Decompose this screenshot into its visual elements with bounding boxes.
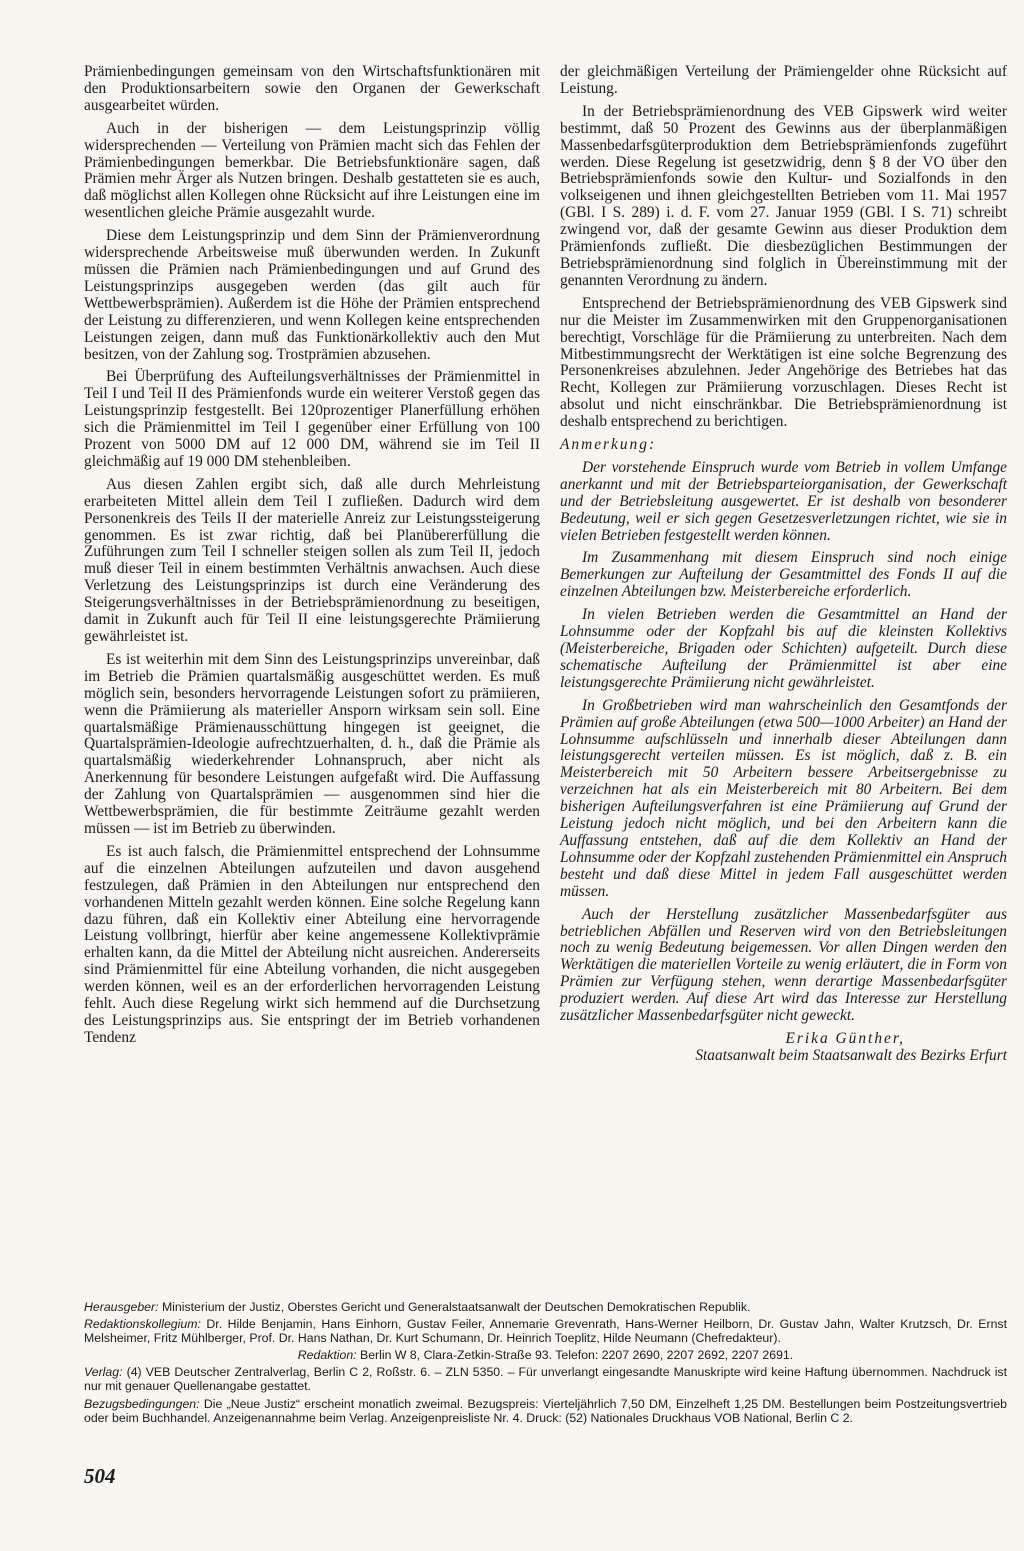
note-paragraph: Auch der Herstellung zusätzlicher Massenbedarfsgüter aus betrieblichen Abfällen und Reserven wird von den Betriebsleitungen noch zu wenig Bedeutung beigemessen. Vor allen Dingen werden den Werktätigen die materiellen Vorteile zu wenig erläutert, die in Form von Prämien zur Verfügung stehen, wenn derartige Massenbedarfsgüter produziert werden. Auf diese Art wird das Interesse zur Herstellung zusätzlicher Massenbedarfsgüter nicht geweckt. — [560, 905, 1007, 1025]
paragraph: der gleichmäßigen Verteilung der Prämiengelder ohne Rücksicht auf Leistung. — [560, 63, 1007, 97]
note-paragraph: In Großbetrieben wird man wahrscheinlich den Gesamtfonds der Prämien auf große Abteilungen (etwa 500—1000 Arbeiter) an Hand der Lohnsumme aufschlüsseln und innerhalb dieser Abteilungen dann leistungsgerecht verteilen müssen. Es ist möglich, daß z. B. ein Meisterbereich mit 50 Arbeitern bessere Arbeitsergebnisse zu verzeichnen hat als ein Meisterbereich mit 80 Arbeitern. Bei dem bisherigen Aufteilungsverfahren ist eine Prämiierung auf Grund der Leistung jedoch nicht möglich, und bei den Arbeitern kann die Auffassung entstehen, daß auf die dem Kollektiv an Hand der Lohnsumme oder der Kopfzahl zustehenden Prämienmittel ein Anspruch besteht und daß diese Mittel in jedem Fall ausgeschüttet werden müssen. — [560, 696, 1007, 900]
imprint-publishing — [84, 1365, 1007, 1393]
note-paragraph: Der vorstehende Einspruch wurde vom Betrieb in vollem Umfange anerkannt und mit der Betriebsparteiorganisation, der Gewerkschaft und der Betriebsleitung ausgewertet. Er ist deshalb von besonderer Bedeutung, weil er sich gegen Gesetzesverletzungen richtet, wie sie in vielen Betrieben festgestellt werden können. — [560, 458, 1007, 544]
imprint-editorial — [84, 1348, 1007, 1362]
paragraph: Aus diesen Zahlen ergibt sich, daß alle durch Mehrleistung erarbeiteten Mittel allein dem Teil I zufließen. Dadurch wird dem Personenkreis des Teils II der materielle Anreiz zur Leistungssteigerung genommen. Es ist zwar richtig, daß bei Planübererfüllung die Zuführungen zum Teil I schneller steigen sollen als zum Teil II, jedoch muß dieser Teil in einem bestimmten Verhältnis anwachsen. Auch diese Verletzung des Leistungsprinzips ist durch eine Veränderung des Steigerungsverhältnisses in der Betriebsprämienordnung zu beseitigen, damit in Zukunft auch für Teil II eine leistungsgerechte Prämiierung gewährleistet ist. — [84, 475, 540, 645]
paragraph: Es ist auch falsch, die Prämienmittel entsprechend der Lohnsumme auf die einzelnen Abteilungen aufzuteilen und davon ausgehend festzulegen, daß Prämien in den Abteilungen nur entsprechend den vorhandenen Mitteln gezahlt werden können. Eine solche Regelung kann dazu führen, daß ein Kollektiv einer Abteilung eine hervorragende Leistung vollbringt, hierfür aber keine angemessene Kollektivprämie erhalten kann, da die Mittel der Abteilung nicht ausreichen. Andererseits sind Prämienmittel für eine Abteilung vorhanden, die nicht ausgegeben werden können, weil es an der erforderlichen hervorragenden Leistung fehlt. Auch diese Regelung wirkt sich hemmend auf die Durchsetzung des Leistungsprinzips aus. Sie entspringt der im Betrieb vorhandenen Tendenz — [84, 842, 540, 1046]
imprint-publisher — [84, 1300, 1007, 1314]
note-heading: Anmerkung: — [560, 436, 657, 454]
signature-name: Erika Günther, — [785, 1029, 905, 1047]
paragraph: Prämienbedingungen gemeinsam von den Wirtschaftsfunktionären mit den Produktionsarbeitern sowie den Organen der Gewerkschaft ausgearbeitet würden. — [84, 63, 540, 114]
paragraph: Bei Überprüfung des Aufteilungsverhältnisses der Prämienmittel in Teil I und Teil II des Prämienfonds wurde ein weiterer Verstoß gegen das Leistungsprinzip festgestellt. Bei 120prozentiger Planerfüllung erhöhen sich die Prämienmittel im Teil I gegenüber einer Erfüllung von 100 Prozent von 5000 DM auf 12 000 DM, während sie im Teil II gleichmäßig auf 19 000 DM stehenbleiben. — [84, 368, 540, 470]
note-paragraph: Im Zusammenhang mit diesem Einspruch sind noch einige Bemerkungen zur Aufteilung der Gesamtmittel des Fonds II auf die einzelnen Abteilungen bzw. Meisterbereiche erforderlich. — [560, 549, 1007, 601]
paragraph: Es ist weiterhin mit dem Sinn des Leistungsprinzips unvereinbar, daß im Betrieb die Prämien quartalsmäßig ausgeschüttet werden. Es muß möglich sein, besonders hervorragende Leistungen sofort zu prämiieren, wenn die Prämiierung als materieller Ansporn wirksam sein soll. Eine quartalsmäßige Prämienausschüttung hingegen ist geeignet, die Quartalsprämien-Ideologie aufrechtzuerhalten, d. h., daß die Prämie als quartalsmäßig wiederkehrender Lohnanspruch, aber nicht als Anerkennung für besondere Leistungen aufgefaßt wird. Die Auffassung der Zahlung von Quartalsprämien — ausgenommen sind hier die Wettbewerbsprämien, die für bestimmte Zeiträume gezahlt werden müssen — ist im Betrieb zu überwinden. — [84, 650, 540, 837]
imprint-label: Redaktionskollegium: — [84, 1317, 201, 1332]
imprint-board — [84, 1317, 1007, 1345]
imprint-subscription — [84, 1397, 1007, 1425]
right-column — [560, 64, 1007, 1071]
imprint-text: (4) VEB Deutscher Zentralverlag, Berlin C 2, Roßstr. 6. – ZLN 5350. – Für unverlangt eingesandte Manuskripte wird keine Haftung übernommen. Nachdruck ist nur mit genauer Quellenangabe gestattet. — [84, 1365, 1007, 1394]
paragraph: Diese dem Leistungsprinzip und dem Sinn der Prämienverordnung widersprechende Arbeitsweise muß überwunden werden. In Zukunft müssen die Prämien nach Prämienbedingungen und auf Grund des Leistungsprinzips ausgegeben werden (das gilt auch für Wettbewerbsprämien). Außerdem ist die Höhe der Prämien entsprechend der Leistung zu differenzieren, und wenn Kollegen keine entsprechenden Leistungen zeigen, dann muß das Funktionärkollektiv auch den Mut besitzen, von der Zahlung sog. Trostprämien abzusehen. — [84, 227, 540, 363]
page-number: 504 — [84, 1464, 116, 1488]
imprint-label: Bezugsbedingungen: — [84, 1396, 200, 1411]
signature-title: Staatsanwalt beim Staatsanwalt des Bezirks Erfurt — [695, 1046, 1007, 1064]
paragraph: Auch in der bisherigen — dem Leistungsprinzip völlig widersprechenden — Verteilung von Prämien macht sich das Fehlen der Prämienbedingungen bemerkbar. Die Betriebsfunktionäre sagen, daß Prämien mehr Ärger als Nutzen bringen. Deshalb gestatteten sie es auch, daß möglichst allen Kollegen ohne Rücksicht auf ihre Leistungen eine im wesentlichen gleiche Prämie ausgezahlt wurde. — [84, 119, 540, 222]
imprint-text: Die „Neue Justiz“ erscheint monatlich zweimal. Bezugspreis: Vierteljährlich 7,50 DM, Einzelheft 1,25 DM. Bestellungen beim Postzeitungsvertrieb oder beim Buchhandel. Anzeigenannahme beim Verlag. Anzeigenpreisliste Nr. 4. Druck: (52) Nationales Druckhaus VOB National, Berlin C 2. — [84, 1396, 1007, 1425]
imprint-text: Dr. Hilde Benjamin, Hans Einhorn, Gustav Feiler, Annemarie Grevenrath, Hans-Werner Heilborn, Dr. Gustav Jahn, Walter Krutzsch, Dr. Ernst Melsheimer, Fritz Mühlberger, Prof. Dr. Hans Nathan, Dr. Kurt Schumann, Dr. Heinrich Toeplitz, Hilde Neumann (Chefredakteur). — [84, 1317, 1007, 1346]
note-paragraph: In vielen Betrieben werden die Gesamtmittel an Hand der Lohnsumme oder der Kopfzahl bis auf die kleinsten Kollektivs (Meisterbereiche, Brigaden oder Schichten) aufgeteilt. Durch diese schematische Aufteilung der Prämienmittel ist aber eine leistungsgerechte Prämiierung nicht gewährleistet. — [560, 606, 1007, 691]
imprint-label: Verlag: — [84, 1365, 123, 1380]
imprint-text: Berlin W 8, Clara-Zetkin-Straße 93. Telefon: 2207 2690, 2207 2692, 2207 2691. — [360, 1348, 794, 1363]
imprint-label: Redaktion: — [297, 1348, 357, 1363]
imprint-label: Herausgeber: — [84, 1300, 159, 1314]
imprint-text: Ministerium der Justiz, Oberstes Gericht und Generalstaatsanwalt der Deutschen Demokratischen Republik. — [161, 1300, 751, 1314]
paragraph: In der Betriebsprämienordnung des VEB Gipswerk wird weiter bestimmt, daß 50 Prozent des Gewinns aus der überplanmäßigen Massenbedarfsgüterproduktion dem Betriebsprämienfonds zugeführt werden. Diese Regelung ist gesetzwidrig, denn § 8 der VO über den Betriebsprämienfonds sowie den Kultur- und Sozialfonds in den volkseigenen und ihnen gleichgestellten Betrieben vom 11. Mai 1957 (GBl. I S. 289) i. d. F. vom 27. Januar 1959 (GBl. I S. 71) schreibt zwingend vor, daß der gesamte Gewinn aus dieser Produktion dem Prämienfonds zufließt. Die diesbezüglichen Bestimmungen der Betriebsprämienordnung sind folglich in Übereinstimmung mit der genannten Verordnung zu ändern. — [560, 102, 1007, 289]
paragraph: Entsprechend der Betriebsprämienordnung des VEB Gipswerk sind nur die Meister im Zusammenwirken mit den Gruppenorganisationen berechtigt, Vorschläge für die Prämiierung zu unterbreiten. Nach dem Mitbestimmungsrecht der Werktätigen ist eine solche Begrenzung des Personenkreises abzulehnen. Jeder Angehörige des Betriebes hat das Recht, Kollegen zur Prämiierung vorzuschlagen. Dieses Recht ist absolut und nicht einschränkbar. Die Betriebsprämienordnung ist deshalb entsprechend zu berichtigen. — [560, 294, 1007, 431]
signature — [560, 1031, 1007, 1065]
imprint — [84, 1300, 1007, 1428]
left-column — [84, 64, 540, 1053]
